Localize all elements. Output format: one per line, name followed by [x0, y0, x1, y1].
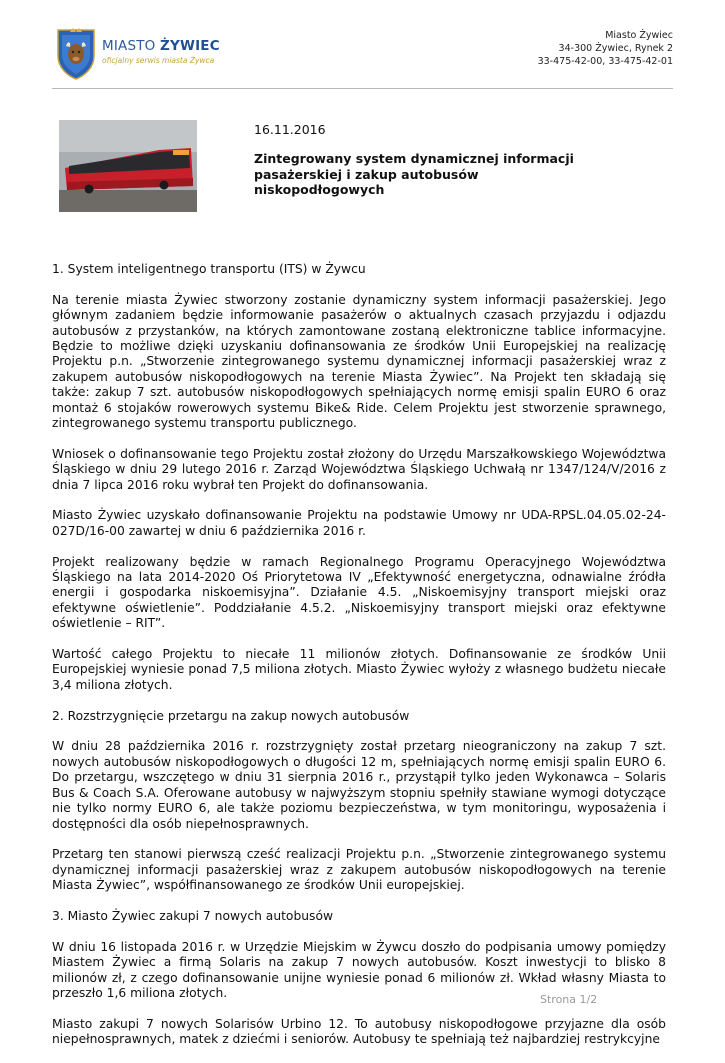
- city-crest-icon: [56, 26, 96, 80]
- paragraph: W dniu 16 listopada 2016 r. w Urzędzie Miejskim w Żywcu doszło do podpisania umowy pomiędzy Miastem Żywiec a firmą Solaris na zakup 7 nowych autobusów. Koszt inwestycji to blisko 8 milionów zł, z czego dofinansowanie unijne wyniesie ponad 6 milionów zł. Wkład własny Miasta to przeszło 1,6 miliona złotych.: [52, 939, 666, 1000]
- header-divider: [52, 88, 673, 89]
- contact-line: Miasto Żywiec: [605, 30, 673, 41]
- paragraph: Wniosek o dofinansowanie tego Projektu został złożony do Urzędu Marszałkowskiego Województwa Śląskiego w dniu 29 lutego 2016 r. Zarząd Województwa Śląskiego Uchwałą nr 1347/124/V/2016 z dnia 7 lipca 2016 roku wybrał ten Projekt do dofinansowania.: [52, 446, 666, 492]
- paragraph: Na terenie miasta Żywiec stworzony zostanie dynamiczny system informacji pasażerskiej. Jego głównym zadaniem będzie informowanie pasażerów o aktualnych czasach przyjazdu i odjazdu autobusów z przystanków, na których zamontowane zostaną elektroniczne tablice informacyjne. Będzie to możliwe dzięki uzyskaniu dofinansowania ze środków Unii Europejskiej na realizację Projektu p.n. „Stworzenie zintegrowanego systemu dynamicznej informacji pasażerskiej wraz z zakupem autobusów niskopodłogowych na terenie Miasta Żywiec”. Na Projekt ten składają się także: zakup 7 szt. autobusów niskopodłogowych spełniających normę emisji spalin EURO 6 oraz montaż 6 stojaków rowerowych systemu Bike& Ride. Celem Projektu jest stworzenie sprawnego, zintegrowanego systemu transportu publicznego.: [52, 292, 666, 431]
- section-heading: 2. Rozstrzygnięcie przetargu na zakup nowych autobusów: [52, 708, 410, 723]
- contact-block: [538, 29, 673, 68]
- contact-line: 34-300 Żywiec, Rynek 2: [558, 43, 673, 54]
- paragraph: Wartość całego Projektu to niecałe 11 milionów złotych. Dofinansowanie ze środków Unii Europejskiej wyniesie ponad 7,5 miliona złotych. Miasto Żywiec wyłoży z własnego budżetu niecałe 3,4 miliona złotych.: [52, 647, 666, 692]
- contact-line: 33-475-42-00, 33-475-42-01: [537, 56, 673, 67]
- paragraph: Przetarg ten stanowi pierwszą cześć realizacji Projektu p.n. „Stworzenie zintegrowanego systemu dynamicznej informacji pasażerskiej wraz z zakupem autobusów niskopodłogowych na terenie Miasta Żywiec”, współfinansowanego ze środków Unii europejskiej.: [52, 847, 666, 893]
- logo-wordmark: MIASTO ŻYWIEC: [102, 38, 220, 54]
- paragraph: Projekt realizowany będzie w ramach Regionalnego Programu Operacyjnego Województwa Śląskiego na lata 2014-2020 Oś Priorytetowa IV „Efektywność energetyczna, odnawialne źródła energii i gospodarka niskoemisyjna”. Działanie 4.5. „Niskoemisyjny transport miejski oraz efektywne oświetlenie”. Poddziałanie 4.5.2. „Niskoemisyjny transport miejski oraz efektywne oświetlenie – RIT”.: [52, 554, 666, 631]
- city-logo[interactable]: [56, 26, 226, 82]
- logo-subtitle: oficjalny serwis miasta Żywca: [102, 56, 215, 65]
- page-number: Strona 1/2: [540, 993, 598, 1006]
- article-body: [52, 262, 666, 1063]
- bus-photo[interactable]: [59, 120, 197, 212]
- article-title: Zintegrowany system dynamicznej informacji pasażerskiej i zakup autobusów niskopodłogowych: [254, 151, 574, 197]
- article-date: 16.11.2016: [254, 122, 326, 137]
- section-heading: 3. Miasto Żywiec zakupi 7 nowych autobusów: [52, 908, 334, 923]
- section-heading: 1. System inteligentnego transportu (ITS) w Żywcu: [52, 262, 366, 276]
- paragraph: W dniu 28 października 2016 r. rozstrzygnięty został przetarg nieograniczony na zakup 7 szt. nowych autobusów niskopodłogowych o długości 12 m, spełniających normę emisji spalin EURO 6. Do przetargu, wszczętego w dniu 31 sierpnia 2016 r., przystąpił tylko jeden Wykonawca – Solaris Bus & Coach S.A. Oferowane autobusy w najwyższym stopniu spełniły stawiane wymogi dotyczące nie tylko normy EURO 6, ale także poziomu bezpieczeństwa, w tym monitoringu, wyposażenia i dostępności dla osób niepełnosprawnych.: [52, 739, 666, 831]
- paragraph: Miasto zakupi 7 nowych Solarisów Urbino 12. To autobusy niskopodłogowe przyjazne dla osób niepełnosprawnych, matek z dziećmi i seniorów. Autobusy te spełniają też najbardziej restrykcyjne: [52, 1016, 666, 1047]
- paragraph: Miasto Żywiec uzyskało dofinansowanie Projektu na podstawie Umowy nr UDA-RPSL.04.05.02-24-027D/16-00 zawartej w dniu 6 października 2016 r.: [52, 508, 666, 538]
